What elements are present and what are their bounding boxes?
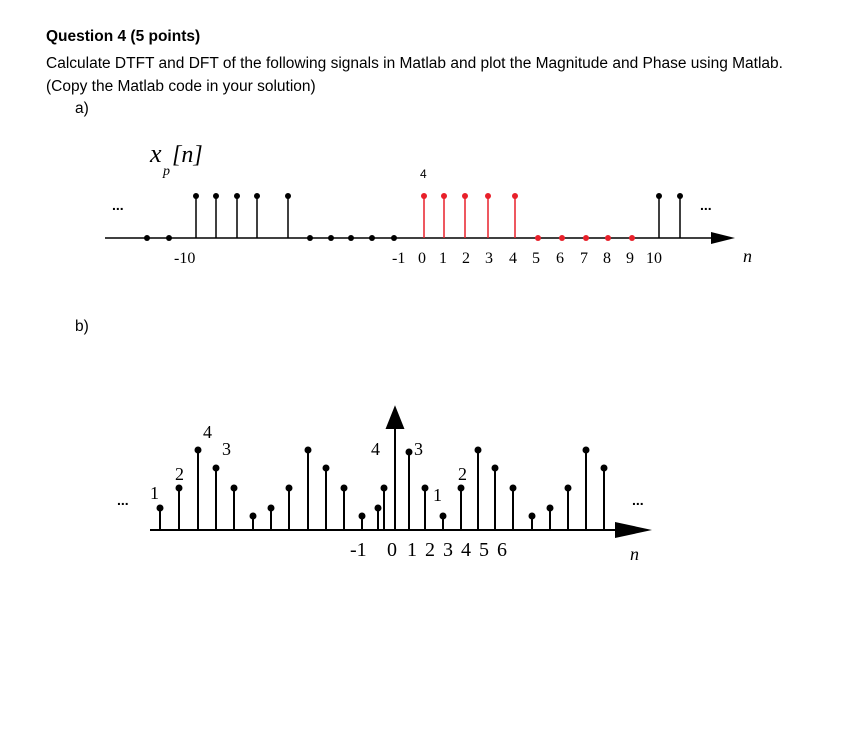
value-label: 1 (150, 483, 159, 503)
tick-label: 7 (580, 250, 588, 267)
stem-head (360, 514, 365, 519)
part-a-figure (105, 139, 752, 267)
stem-head (254, 193, 260, 199)
tick-label: 3 (485, 250, 493, 267)
part-a-ticks (174, 250, 662, 267)
stem-head (177, 486, 182, 491)
stem-head (423, 486, 428, 491)
part-b-axis-var: n (630, 544, 639, 564)
tick-label: -10 (174, 250, 196, 267)
stem-head (441, 514, 446, 519)
tick-label: 3 (443, 539, 453, 561)
part-b-label: b) (75, 318, 89, 335)
stem-head (493, 466, 498, 471)
value-label: 2 (175, 464, 184, 484)
tick-label: 5 (479, 539, 489, 561)
stem-zero (307, 235, 313, 241)
part-a-ellipsis-right: ... (700, 197, 712, 213)
signal-label-sub: p (163, 164, 170, 179)
stem-zero (166, 235, 172, 241)
stem-head (193, 193, 199, 199)
stem-head (214, 466, 219, 471)
stem-zero (559, 235, 565, 241)
tick-label: 6 (556, 250, 564, 267)
stem-head (548, 506, 553, 511)
value-label: 4 (371, 439, 380, 459)
tick-label: 9 (626, 250, 634, 267)
part-b-axis-arrow (615, 522, 652, 538)
stem-head (407, 450, 412, 455)
part-a-axis-arrow (711, 232, 735, 244)
stem-zero (583, 235, 589, 241)
tick-label: 1 (439, 250, 447, 267)
tick-label: 6 (497, 539, 507, 561)
tick-label: -1 (392, 250, 406, 267)
stem-head (324, 466, 329, 471)
part-a-peak-label: 4 (420, 167, 427, 181)
part-b-impulse-arrow (387, 408, 403, 428)
stem-head (158, 506, 163, 511)
signal-label-arg: [n] (172, 142, 203, 168)
stem-head (251, 514, 256, 519)
stem-head (512, 193, 518, 199)
stem-head (677, 193, 683, 199)
stem-zero (605, 235, 611, 241)
stem-head (530, 514, 535, 519)
value-label: 2 (458, 464, 467, 484)
tick-label: 4 (509, 250, 517, 267)
part-a-axis-var: n (743, 246, 752, 266)
tick-label: 1 (407, 539, 417, 561)
stem-zero (144, 235, 150, 241)
tick-label: 10 (646, 250, 662, 267)
part-a-label: a) (75, 100, 89, 117)
tick-label: 8 (603, 250, 611, 267)
stem-zero (348, 235, 354, 241)
signal-label-x: x (150, 139, 162, 168)
value-label: 3 (222, 439, 231, 459)
stem-head (376, 506, 381, 511)
part-b-ellipsis-left: ... (117, 492, 129, 508)
stem-head (196, 448, 201, 453)
tick-label: 2 (425, 539, 435, 561)
stem-zero (629, 235, 635, 241)
part-a-stems-right (656, 193, 683, 238)
tick-label: 5 (532, 250, 540, 267)
stem-head (287, 486, 292, 491)
value-label: 1 (433, 485, 442, 505)
stem-head (441, 193, 447, 199)
value-label: 4 (203, 422, 212, 442)
tick-label: 2 (462, 250, 470, 267)
stem-zero (535, 235, 541, 241)
stem-head (476, 448, 481, 453)
part-a-stems-main (421, 193, 635, 241)
question-text: Calculate DTFT and DFT of the following signals in Matlab and plot the Magnitude and Phase using Matlab. (Copy the Matlab code in your solution) (46, 55, 783, 95)
stem-head (602, 466, 607, 471)
stem-head (232, 486, 237, 491)
stem-head (269, 506, 274, 511)
tick-label: -1 (350, 539, 367, 561)
stem-head (584, 448, 589, 453)
stem-head (234, 193, 240, 199)
stem-head (285, 193, 291, 199)
part-b-figure (117, 408, 652, 564)
stem-head (462, 193, 468, 199)
part-b-stems (158, 408, 607, 530)
tick-label: 0 (418, 250, 426, 267)
stem-head (656, 193, 662, 199)
stem-head (342, 486, 347, 491)
stem-head (306, 448, 311, 453)
value-label: 3 (414, 439, 423, 459)
part-a-stems-left (144, 193, 397, 241)
question-title: Question 4 (5 points) (46, 28, 201, 45)
tick-label: 0 (387, 539, 397, 561)
part-a-ellipsis-left: ... (112, 197, 124, 213)
stem-zero (328, 235, 334, 241)
stem-head (421, 193, 427, 199)
part-b-ellipsis-right: ... (632, 492, 644, 508)
stem-zero (391, 235, 397, 241)
stem-zero (369, 235, 375, 241)
stem-head (566, 486, 571, 491)
tick-label: 4 (461, 539, 471, 561)
stem-head (213, 193, 219, 199)
stem-head (459, 486, 464, 491)
stem-head (511, 486, 516, 491)
part-b-ticks (350, 539, 507, 561)
stem-head (382, 486, 387, 491)
stem-head (485, 193, 491, 199)
